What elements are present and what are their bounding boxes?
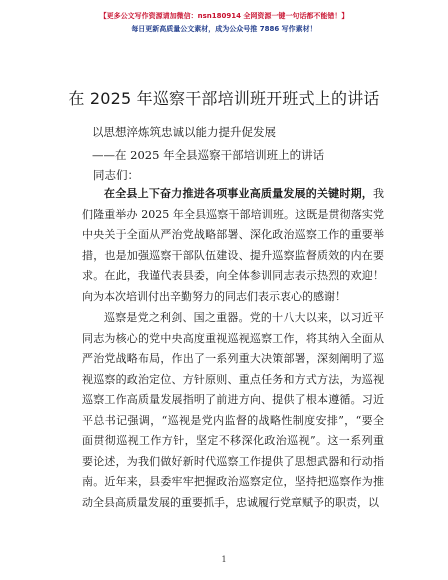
banner-line-1: 【更多公文写作资源请加微信：nsn180914 全网资源一键一句话都不能错！】 (99, 12, 349, 20)
paragraph-1-lead: 在全县上下奋力推进各项事业高质量发展的关键时期， (104, 187, 373, 200)
document-subtitle: 以思想淬炼筑忠诚以能力提升促发展 (92, 125, 276, 139)
paragraph-2: 巡察是党之利剑、国之重器。党的十八大以来，以习近平同志为核心的党中央高度重视巡视巡察工作，将其纳入全面从严治党战略布局，作出了一系列重大决策部署，深刻阐明了巡视巡察的政治定位、方针原则、重点任务和方式方法，为巡视巡察工作高质量发展指明了前进方向、提供了根本遵循。习近平总书记强调，“巡视是党内监督的战略性制度安排”，“要全面贯彻巡视工作方针，坚定不移深化政治巡视”。这一系列重要论述，为我们做好新时代巡察工作提供了思想武器和行动指南。近年来，县委牢牢把握政治巡察定位，坚持把巡察作为推动全县高质量发展的重要抓手，忠诚履行党章赋予的职责，以 (82, 311, 384, 509)
document-byline: ——在 2025 年全县巡察干部培训班上的讲话 (92, 148, 325, 162)
banner-line-2: 每日更新高质量公文素材，成为公众号推 7886 写作素材！ (131, 25, 317, 33)
document-title: 在 2025 年巡察干部培训班开班式上的讲话 (68, 89, 380, 108)
promo-banner (0, 10, 448, 36)
paragraph-1 (82, 184, 384, 307)
salutation: 同志们： (93, 168, 139, 182)
paragraph-1-text: 我们隆重举办 2025 年全县巡察干部培训班。这既是贯彻落实党中央关于全面从严治党战略部署、深化政治巡察工作的重要举措，也是加强巡察干部队伍建设、提升巡察监督质效的内在要求。在此，我谨代表县委，向全体参训同志表示热烈的欢迎！向为本次培训付出辛勤努力的同志们表示衷心的感谢！ (82, 187, 384, 303)
page-number: 1 (221, 555, 227, 564)
